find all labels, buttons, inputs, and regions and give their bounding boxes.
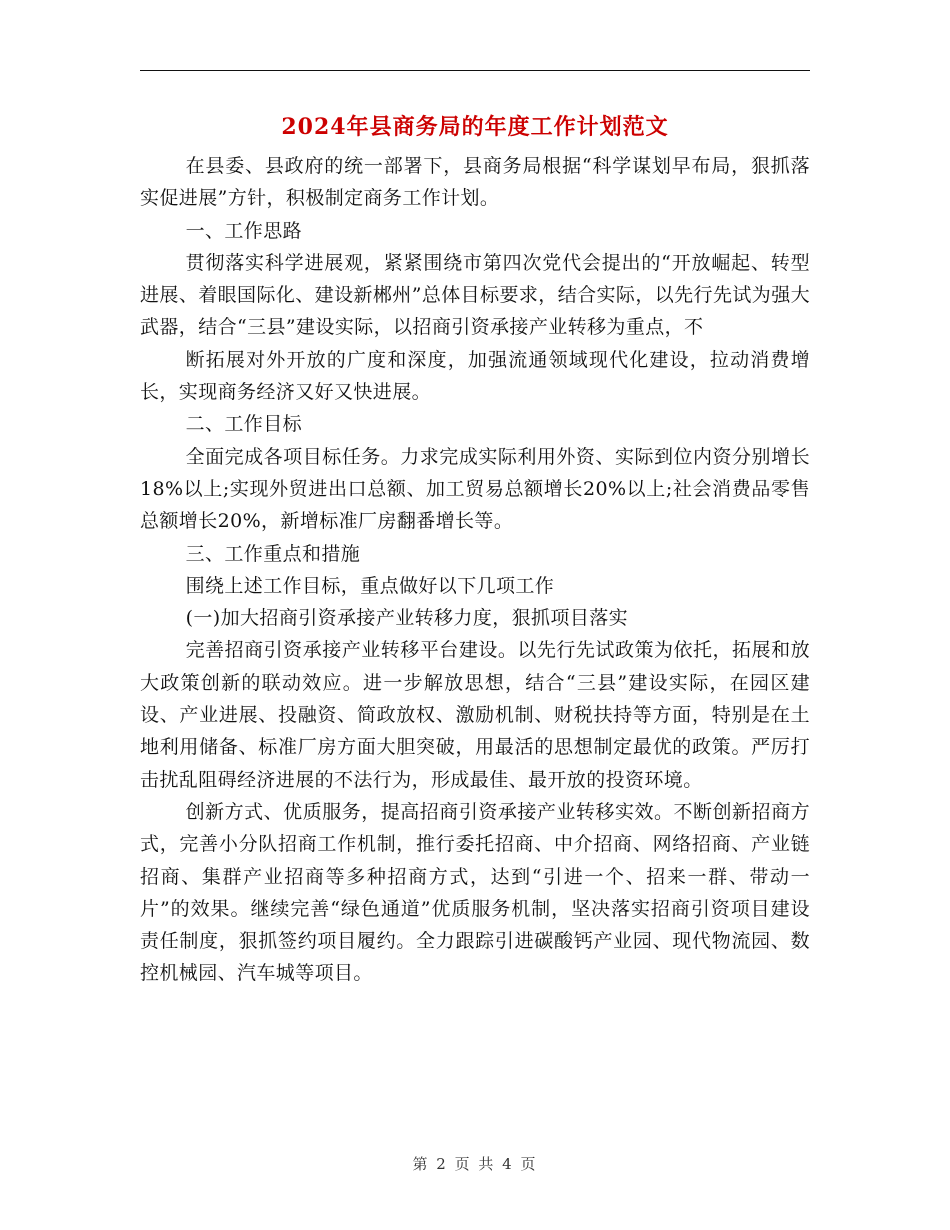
body-paragraph: 完善招商引资承接产业转移平台建设。以先行先试政策为依托，拓展和放大政策创新的联动效应。进一步解放思想，结合“三县”建设实际，在园区建设、产业进展、投融资、简政放权、激励机制、财税扶持等方面，特别是在土地利用储备、标准厂房方面大胆突破，用最活的思想制定最优的政策。严厉打击扰乱阻碍经济进展的不法行为，形成最佳、最开放的投资环境。 bbox=[140, 639, 810, 791]
body-paragraph: 贯彻落实科学进展观，紧紧围绕市第四次党代会提出的“开放崛起、转型进展、着眼国际化、建设新郴州”总体目标要求，结合实际，以先行先试为强大武器，结合“三县”建设实际，以招商引资承接产业转移为重点，不 bbox=[140, 251, 810, 339]
document-title: 2024年县商务局的年度工作计划范文 bbox=[281, 114, 669, 140]
body-paragraph: 断拓展对外开放的广度和深度，加强流通领域现代化建设，拉动消费增长，实现商务经济又好又快进展。 bbox=[140, 348, 810, 404]
subsection-heading: (一)加大招商引资承接产业转移力度，狠抓项目落实 bbox=[185, 607, 629, 630]
body-paragraph: 全面完成各项目标任务。力求完成实际利用外资、实际到位内资分别增长18%以上;实现外贸进出口总额、加工贸易总额增长20%以上;社会消费品零售总额增长20%，新增标准厂房翻番增长等。 bbox=[140, 445, 810, 533]
section-heading-2: 二、工作目标 bbox=[185, 413, 302, 436]
intro-paragraph: 在县委、县政府的统一部署下，县商务局根据“科学谋划早布局，狠抓落实促进展”方针，积极制定商务工作计划。 bbox=[140, 155, 810, 210]
document-body bbox=[140, 150, 810, 990]
section-heading-1: 一、工作思路 bbox=[185, 219, 302, 242]
header-rule bbox=[140, 70, 810, 71]
section-heading-3: 三、工作重点和措施 bbox=[185, 542, 361, 565]
page-number-footer: 第 2 页 共 4 页 bbox=[412, 1155, 538, 1173]
body-paragraph: 围绕上述工作目标，重点做好以下几项工作 bbox=[185, 574, 555, 597]
body-paragraph: 创新方式、优质服务，提高招商引资承接产业转移实效。不断创新招商方式，完善小分队招商工作机制，推行委托招商、中介招商、网络招商、产业链招商、集群产业招商等多种招商方式，达到“引进一个、招来一群、带动一片”的效果。继续完善“绿色通道”优质服务机制，坚决落实招商引资项目建设责任制度，狠抓签约项目履约。全力跟踪引进碳酸钙产业园、现代物流园、数控机械园、汽车城等项目。 bbox=[140, 800, 810, 985]
